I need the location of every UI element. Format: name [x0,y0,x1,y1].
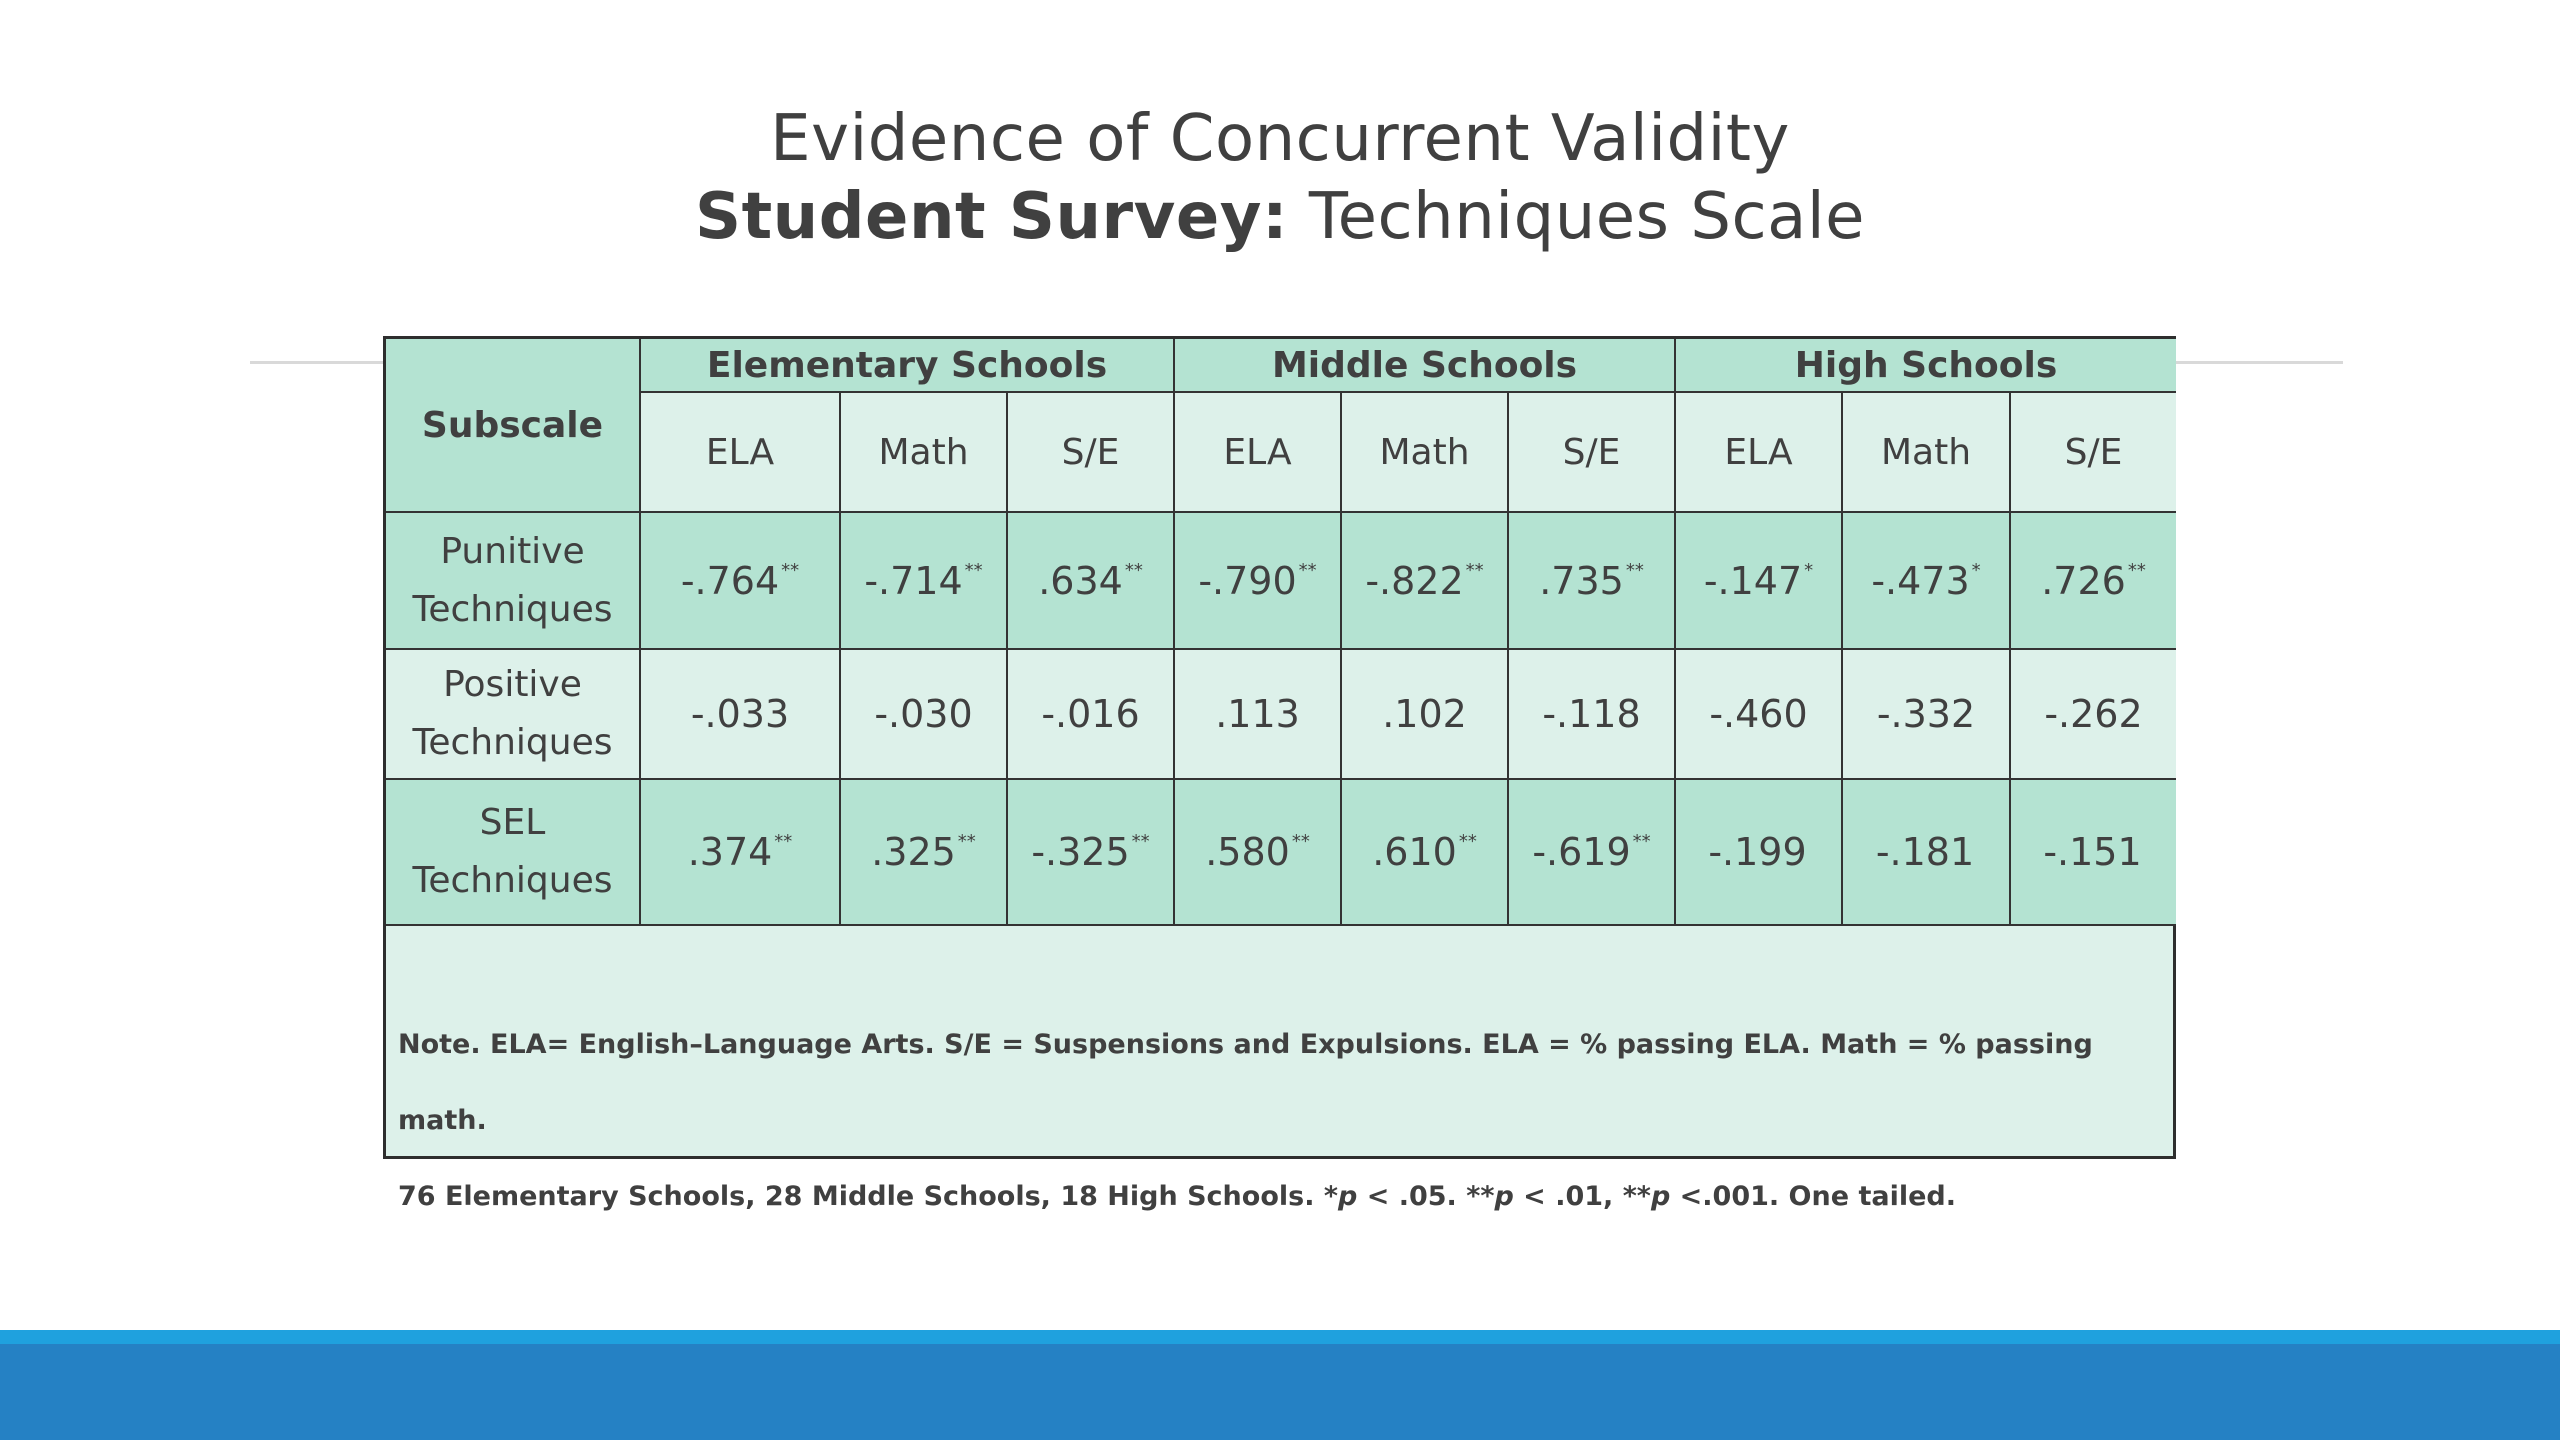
title-line-2 [0,178,2560,256]
row-label [386,779,640,925]
row-label [386,512,640,649]
column-header: S/E [2010,392,2176,512]
table-cell: .102 [1341,649,1508,779]
table-cell: .634 ** [1007,512,1174,649]
significance-mark: ** [964,559,983,581]
table-subheader-row [386,392,2176,512]
table-row [386,649,2176,779]
row-label-line: Techniques [412,722,613,763]
column-header: ELA [1675,392,1842,512]
significance-mark: ** [1124,559,1143,581]
significance-mark: ** [781,559,800,581]
table-cell: -.181 [1842,779,2010,925]
table-cell: -.016 [1007,649,1174,779]
table-cell: .374 ** [640,779,840,925]
column-header: ELA [640,392,840,512]
validity-table [386,339,2176,926]
group-header-elementary: Elementary Schools [640,339,1174,392]
title-line-1: Evidence of Concurrent Validity [770,102,1790,176]
footer-bar [0,1344,2560,1440]
title-bold-part: Student Survey: [694,180,1289,254]
table-cell: -.033 [640,649,840,779]
column-header: Math [1341,392,1508,512]
table-cell: -.118 [1508,649,1675,779]
table-cell: .610 ** [1341,779,1508,925]
row-label [386,649,640,779]
column-header: S/E [1508,392,1675,512]
significance-mark: ** [2127,559,2146,581]
group-header-middle: Middle Schools [1174,339,1675,392]
note-line-2: 76 Elementary Schools, 28 Middle Schools, 18 High Schools. *p < .05. **p < .01, **p <.001. One tailed. [398,1181,1956,1212]
table-row [386,779,2176,925]
significance-mark: ** [1465,559,1484,581]
significance-mark: * [1971,559,1981,581]
significance-mark: ** [957,831,976,852]
table-cell: -.030 [840,649,1007,779]
table-row [386,512,2176,649]
table-cell: -.332 [1842,649,2010,779]
row-label-line: Positive [443,664,582,705]
table-cell: .325 ** [840,779,1007,925]
column-header: Math [1842,392,2010,512]
table-cell: -.147 * [1675,512,1842,649]
significance-mark: * [1804,559,1814,581]
table-cell: -.764 ** [640,512,840,649]
table-cell: -.151 [2010,779,2176,925]
row-label-line: SEL [479,802,546,843]
table-cell: -.460 [1675,649,1842,779]
validity-table-container [383,336,2176,1212]
table-group-header-row [386,339,2176,392]
divider-right [2175,361,2343,364]
footer-accent-stripe [0,1330,2560,1344]
column-header: S/E [1007,392,1174,512]
table-cell: -.199 [1675,779,1842,925]
subscale-header: Subscale [386,339,640,512]
significance-mark: ** [1298,559,1317,581]
title-rest-part: Techniques Scale [1288,180,1866,254]
significance-mark: ** [1632,831,1651,852]
table-cell: .735 ** [1508,512,1675,649]
row-label-line: Punitive [440,530,585,572]
table-cell: -.790 ** [1174,512,1341,649]
table-notes [398,1007,2173,1235]
table-cell: -.822 ** [1341,512,1508,649]
table-cell: .113 [1174,649,1341,779]
column-header: Math [840,392,1007,512]
significance-mark: ** [1291,831,1310,852]
table-cell: -.619 ** [1508,779,1675,925]
group-header-high: High Schools [1675,339,2176,392]
row-label-line: Techniques [412,860,613,901]
significance-mark: ** [1131,831,1150,852]
table-cell: -.473 * [1842,512,2010,649]
slide-title [0,100,2560,256]
table-cell: -.262 [2010,649,2176,779]
divider-left [250,361,385,364]
table-cell: .726 ** [2010,512,2176,649]
table-cell: -.325 ** [1007,779,1174,925]
significance-mark: ** [1458,831,1477,852]
significance-mark: ** [774,831,793,852]
table-cell: .580 ** [1174,779,1341,925]
table-cell: -.714 ** [840,512,1007,649]
note-line-1: Note. ELA= English–Language Arts. S/E = Suspensions and Expulsions. ELA = % passing ELA. Math = % passing math. [398,1029,2093,1136]
significance-mark: ** [1625,559,1644,581]
column-header: ELA [1174,392,1341,512]
row-label-line: Techniques [412,588,613,630]
